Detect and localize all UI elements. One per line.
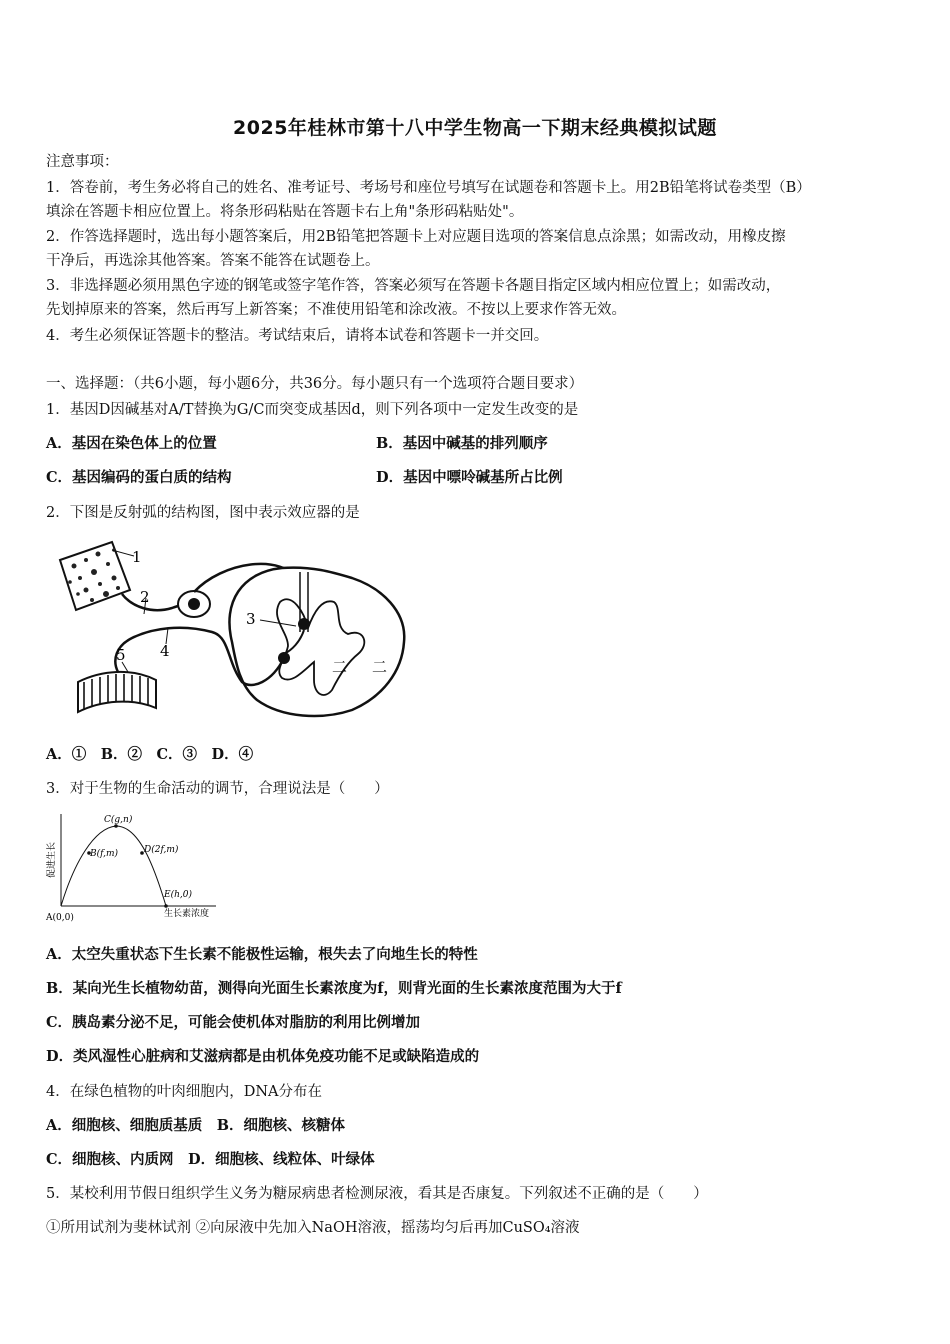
notice-heading: 注意事项： xyxy=(46,154,119,170)
q2-options: A．① B．② C．③ D．④ xyxy=(46,746,254,763)
label-2: 2 xyxy=(140,588,150,606)
q1-option-d: D．基因中嘌呤碱基所占比例 xyxy=(376,469,563,486)
auxin-growth-curve-chart xyxy=(44,808,234,924)
question-1-stem: 1．基因D因碱基对A/T替换为G/C而突变成基因d，则下列各项中一定发生改变的是 xyxy=(46,402,579,418)
q3-option-d: D．类风湿性心脏病和艾滋病都是由机体免疫功能不足或缺陷造成的 xyxy=(46,1048,480,1065)
q3-option-b: B．某向光生长植物幼苗，测得向光面生长素浓度为f，则背光面的生长素浓度范围为大于f xyxy=(46,980,622,997)
label-point-a: A(0,0) xyxy=(46,913,74,923)
label-5: 5 xyxy=(116,646,126,664)
x-axis-label: 生长素浓度 xyxy=(164,909,210,919)
question-2-stem: 2．下图是反射弧的结构图，图中表示效应器的是 xyxy=(46,505,360,521)
notice-line: 2．作答选择题时，选出每小题答案后，用2B铅笔把答题卡上对应题目选项的答案信息点涂黑；如需改动，用橡皮擦 xyxy=(46,229,786,245)
section-heading: 一、选择题：（共6小题，每小题6分，共36分。每小题只有一个选项符合题目要求） xyxy=(46,376,584,392)
label-point-d: D(2f,m) xyxy=(144,845,179,855)
question-4-stem: 4．在绿色植物的叶肉细胞内，DNA分布在 xyxy=(46,1084,323,1100)
label-point-e: E(h,0) xyxy=(164,890,192,900)
question-3-stem: 3．对于生物的生命活动的调节，合理说法是（ ） xyxy=(46,781,389,797)
label-point-b: B(f,m) xyxy=(90,849,119,859)
reflex-arc-diagram xyxy=(52,532,412,722)
label-grey-matter: 二 xyxy=(332,658,348,676)
q5-statement-line: ①所用试剂为斐林试剂 ②向尿液中先加入NaOH溶液，摇荡均匀后再加CuSO₄溶液 xyxy=(46,1220,580,1236)
page-title: 2025年桂林市第十八中学生物高一下期末经典模拟试题 xyxy=(233,117,717,139)
notice-line: 先划掉原来的答案，然后再写上新答案；不准使用铅笔和涂改液。不按以上要求作答无效。 xyxy=(46,302,626,318)
y-axis-label: 促进生长 xyxy=(47,841,57,878)
q4-options-ab: A．细胞核、细胞质基质 B．细胞核、核糖体 xyxy=(46,1117,346,1134)
label-point-c: C(g,n) xyxy=(104,815,133,825)
q1-option-b: B．基因中碱基的排列顺序 xyxy=(376,435,548,452)
growth-curve xyxy=(61,826,166,906)
effector-muscle-figure xyxy=(78,672,156,712)
notice-line: 1．答卷前，考生务必将自己的姓名、准考证号、考场号和座位号填写在试题卷和答题卡上。用2B铅笔将试卷类型（B） xyxy=(46,180,811,196)
label-white-matter: 二 xyxy=(372,658,388,676)
notice-line: 干净后，再选涂其他答案。答案不能答在试题卷上。 xyxy=(46,253,380,269)
label-3: 3 xyxy=(246,610,256,628)
notice-line: 3．非选择题必须用黑色字迹的钢笔或签字笔作答，答案必须写在答题卡各题目指定区域内相应位置上；如需改动， xyxy=(46,278,781,294)
q4-options-cd: C．细胞核、内质网 D．细胞核、线粒体、叶绿体 xyxy=(46,1151,375,1168)
notice-line: 填涂在答题卡相应位置上。将条形码粘贴在答题卡右上角"条形码粘贴处"。 xyxy=(46,204,524,220)
q3-option-c: C．胰岛素分泌不足，可能会使机体对脂肪的利用比例增加 xyxy=(46,1014,421,1031)
question-5-stem: 5．某校利用节假日组织学生义务为糖尿病患者检测尿液，看其是否康复。下列叙述不正确的是（ ） xyxy=(46,1186,708,1202)
point-e xyxy=(164,904,168,908)
label-1: 1 xyxy=(132,548,142,566)
notice-line: 4．考生必须保证答题卡的整洁。考试结束后，请将本试卷和答题卡一并交回。 xyxy=(46,328,549,344)
spinal-cord xyxy=(229,568,404,716)
q1-option-c: C．基因编码的蛋白质的结构 xyxy=(46,469,232,486)
q3-option-a: A．太空失重状态下生长素不能极性运输，根失去了向地生长的特性 xyxy=(46,946,478,963)
label-4: 4 xyxy=(160,642,170,660)
q1-option-a: A．基因在染色体上的位置 xyxy=(46,435,217,452)
